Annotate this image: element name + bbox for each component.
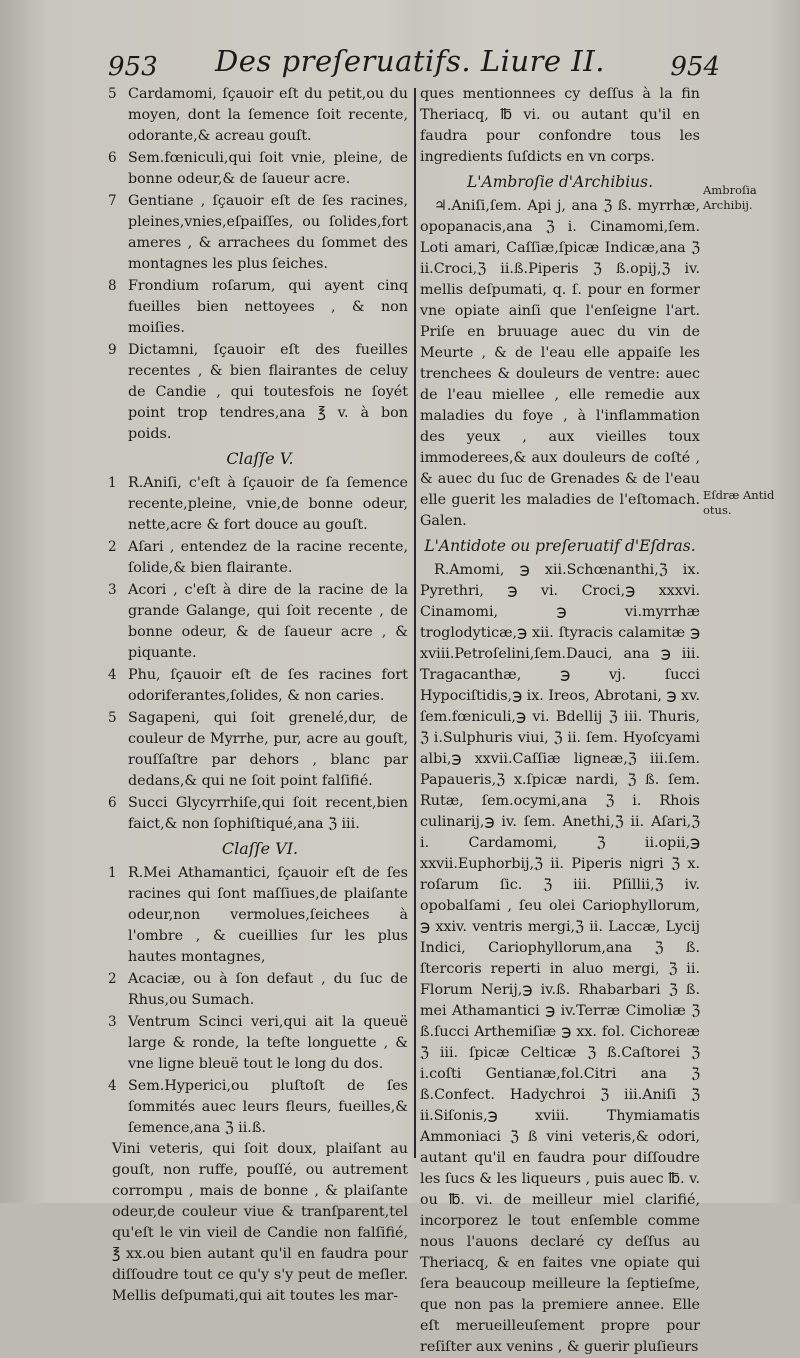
running-title: Des preſeruatifs. Liure II. xyxy=(215,44,605,78)
list-item: 6 Sem.fœniculi,qui ſoit vnie, pleine, de bonne odeur,& de ſaueur acre. xyxy=(108,150,408,187)
list-item: 3 Acori , c'eſt à dire de la racine de la grande Galange, qui ſoit recente , de bonne odeur, & de ſaueur acre , & piquante. xyxy=(108,582,408,661)
intro-paragraph: ques mentionnees cy deſſus à la fin Theriacq, ℔ vi. ou autant qu'il en faudra pour confondre tous les ingredients ſuſdicts en vn corps. xyxy=(420,86,700,165)
left-column xyxy=(108,84,408,1307)
list-item: 9 Dictamni, ſçauoir eſt des fueilles recentes , & bien flairantes de celuy de Candie , qui toutesfois ne ſoyét point trop tendres,ana ℥ v. à bon poids. xyxy=(108,342,408,442)
page-header xyxy=(100,44,720,84)
closing-paragraph: Vini veteris, qui ſoit doux, plaiſant au gouſt, non ruffe, pouſſé, ou autrement corrompu , mais de bonne , & plaiſante odeur,de couleur viue & tranſparent,tel qu'eſt le vin vieil de Candie non falſifié, ℥ xx.ou bien autant qu'il en faudra pour diſſoudre tout ce qu'y s'y peut de meſler. Mellis deſpumati,qui ait toutes les mar- xyxy=(112,1141,408,1304)
right-column xyxy=(420,84,700,1358)
ambrosie-paragraph: ♃.Aniſi,ſem. Api j, ana ℨ ß. myrrhæ, opopanacis,ana ℨ i. Cinamomi,ſem. Loti amari, Caſſiæ,ſpicæ Indicæ,ana ℨ ii.Croci,ℨ ii.ß.Piperis ℨ ß.opij,ℨ iv. mellis deſpumati, q. ſ. pour en former vne opiate ainſi que l'enſeigne l'art. Priſe en bruuage auec du vin de Meurte , & de l'eau elle appaiſe les trenchees & douleurs de ventre: auec de l'eau miellee , elle remedie aux maladies du foye , à l'inflammation des yeux , aux vieilles toux immoderees,& aux douleurs de coſté , & auec du ſuc de Grenades & de l'eau elle guerit les maladies de l'eſtomach. Galen. xyxy=(420,198,700,529)
list-item: 1 R.Aniſi, c'eſt à ſçauoir de ſa ſemence recente,pleine, vnie,de bonne odeur, nette,acre & fort douce au gouſt. xyxy=(108,475,408,533)
list-item: 2 Aſari , entendez de la racine recente, ſolide,& bien flairante. xyxy=(108,539,408,576)
margin-note-ambrosia: Ambroſia Archibij. xyxy=(703,183,757,212)
list-item: 3 Ventrum Scinci veri,qui ait la queuë large & ronde, la teſte longuette , & vne ligne bleuë tout le long du dos. xyxy=(108,1014,408,1072)
page-number-right: 954 xyxy=(670,52,720,82)
section-heading-ambrosie: L'Ambroſie d'Archibius. xyxy=(466,173,654,191)
margin-note-esdrae: Eſdræ Antid otus. xyxy=(703,488,775,517)
list-item: 4 Sem.Hyperici,ou pluſtoſt de ſes ſommités auec leurs fleurs, fueilles,& ſemence,ana ℨ ii.ß. xyxy=(108,1078,408,1136)
page-number-left: 953 xyxy=(108,52,158,82)
section-heading-antidote: L'Antidote ou preſeruatif d'Eſdras. xyxy=(424,537,696,555)
list-item: 6 Succi Glycyrrhiſe,qui ſoit recent,bien faict,& non ſophiſtiqué,ana ℨ iii. xyxy=(108,795,408,832)
list-item: 5 Sagapeni, qui ſoit grenelé,dur, de couleur de Myrrhe, pur, acre au gouſt, rouſſaſtre par dehors , blanc par dedans,& qui ne ſoit point falſifié. xyxy=(108,710,408,789)
section-heading-classe-6: Claſſe VI. xyxy=(221,839,299,858)
section-heading-classe-5: Claſſe V. xyxy=(226,449,294,468)
antidote-paragraph: R.Amomi, ℈ xii.Schœnanthi,ℨ ix. Pyrethri, ℈ vi. Croci,℈ xxxvi. Cinamomi, ℈ vi.myrrhæ troglodyticæ,℈ xii. ſtyracis calamitæ ℈ xviii.Petroſelini,ſem.Dauci, ana ℈ iii. Tragacanthæ, ℈ vj. ſucci Hypociſtidis,℈ ix. Ireos, Abrotani, ℈ xv. ſem.fœniculi,℈ vi. Bdellij ℨ iii. Thuris, ℨ i.Sulphuris viui, ℨ ii. ſem. Hyoſcyami albi,℈ xxvii.Caſſiæ ligneæ,ℨ iii.ſem. Papaueris,ℨ x.ſpicæ nardi, ℨ ß. ſem. Rutæ, ſem.ocymi,ana ℨ i. Rhois culinarij,℈ iv. ſem. Anethi,ℨ ii. Aſari,ℨ i. Cardamomi, ℨ ii.opii,℈ xxvii.Euphorbij,ℨ ii. Piperis nigri ℨ x. roſarum ſic. ℨ iii. Pſillii,ℨ iv. opobalſami , ſeu olei Cariophyllorum, ℈ xxiv. ventris mergi,ℨ ii. Laccæ, Lycij Indici, Cariophyllorum,ana ℨ ß. ſtercoris reperti in aluo mergi, ℨ ii. Florum Nerij,℈ iv.ß. Rhabarbari ℨ ß. mei Athamantici ℈ iv.Terræ Cimoliæ ℨ ß.ſucci Arthemiſiæ ℈ xx. fol. Cichoreæ ℨ iii. ſpicæ Celticæ ℨ ß.Caſtorei ℨ i.coſti Gentianæ,fol.Citri ana ℨ ß.Confect. Hadychroi ℨ iii.Aniſi ℨ ii.Siſonis,℈ xviii. Thymiamatis Ammoniaci ℨ ß vini veteris,& odori, autant qu'il en faudra pour diſſoudre les ſucs & les liqueurs , puis auec ℔. v. ou ℔. vi. de meilleur miel clarifié, incorporez le tout enſemble comme nous l'auons declaré cy deſſus au Theriacq, & en faites vne opiate qui ſera beaucoup meilleure la ſeptieſme, que non pas la premiere annee. Elle eſt merueilleuſement propre pour reſiſter aux venins , & guerir pluſieurs xyxy=(420,562,700,1355)
list-item: 7 Gentiane , ſçauoir eſt de ſes racines, pleines,vnies,eſpaiſſes, ou ſolides,fort ameres , & arrachees du ſommet des montagnes les plus ſeiches. xyxy=(108,193,408,272)
list-item: 1 R.Mei Athamantici, ſçauoir eſt de ſes racines qui ſont maſſiues,de plaiſante odeur,non vermolues,ſeichees à l'ombre , & cueillies ſur les plus hautes montagnes, xyxy=(108,865,408,965)
list-item: 8 Frondium roſarum, qui ayent cinq fueilles bien nettoyees , & non moiſies. xyxy=(108,278,408,336)
column-divider xyxy=(414,88,416,1158)
list-item: 5 Cardamomi, ſçauoir eſt du petit,ou du moyen, dont la ſemence ſoit recente, odorante,& acreau gouſt. xyxy=(108,86,408,144)
list-item: 2 Acaciæ, ou à ſon defaut , du ſuc de Rhus,ou Sumach. xyxy=(108,971,408,1008)
list-item: 4 Phu, ſçauoir eſt de ſes racines fort odoriferantes,ſolides, & non caries. xyxy=(108,667,408,704)
